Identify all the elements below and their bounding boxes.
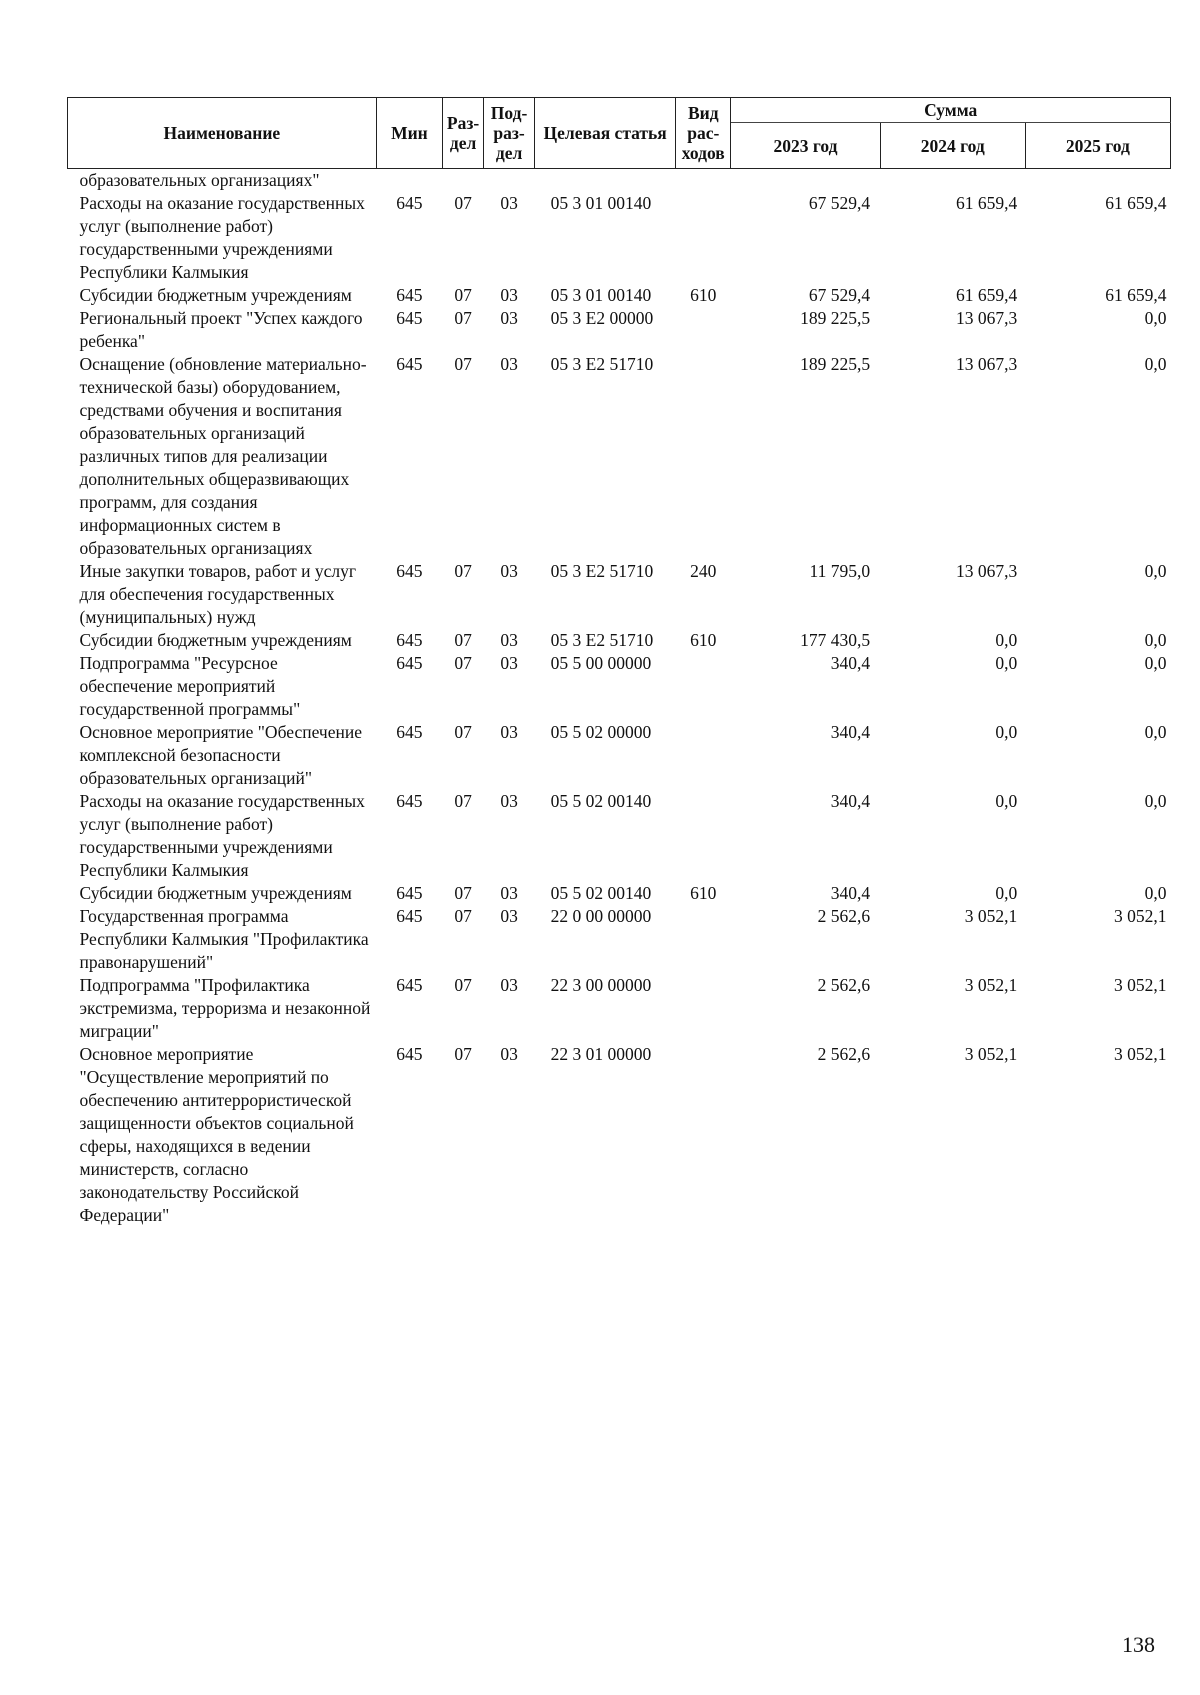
- header-year-2024: 2024 год: [880, 123, 1025, 169]
- cell-section: 07: [454, 653, 472, 673]
- cell-min: 645: [396, 285, 423, 305]
- cell-target-code: 05 3 E2 00000: [550, 308, 654, 328]
- table-row: [68, 560, 1171, 629]
- cell-name: Субсидии бюджетным учреждениям: [79, 883, 352, 903]
- header-target: Целевая статья: [535, 98, 676, 169]
- cell-expense-type: 610: [690, 285, 717, 305]
- cell-min: 645: [396, 630, 423, 650]
- cell-name: Подпрограмма "Профилактика экстремизма, терроризма и незаконной миграции": [79, 975, 371, 1041]
- budget-table: [67, 97, 1171, 1227]
- cell-amount-2025: 3 052,1: [1114, 1044, 1167, 1064]
- cell-name: Расходы на оказание государственных услуг (выполнение работ) государственными учреждениями Республики Калмыкия: [79, 791, 365, 880]
- table-body: [68, 169, 1171, 1228]
- cell-target-code: 05 5 00 00000: [550, 653, 652, 673]
- cell-amount-2024: 13 067,3: [956, 354, 1018, 374]
- cell-subsection: 03: [500, 561, 518, 581]
- cell-amount-2024: 61 659,4: [956, 285, 1018, 305]
- cell-amount-2023: 2 562,6: [817, 975, 871, 995]
- cell-amount-2024: 3 052,1: [964, 975, 1018, 995]
- cell-min: 645: [396, 1044, 423, 1064]
- cell-name: Региональный проект "Успех каждого ребенка": [79, 308, 363, 351]
- cell-min: 645: [396, 308, 423, 328]
- cell-subsection: 03: [500, 285, 518, 305]
- cell-expense-type: [676, 905, 731, 974]
- cell-name: образовательных организациях": [79, 170, 320, 190]
- cell-subsection: 03: [500, 354, 518, 374]
- cell-section: 07: [454, 193, 472, 213]
- cell-amount-2024: 3 052,1: [964, 906, 1018, 926]
- cell-amount-2025: 0,0: [1144, 630, 1167, 650]
- cell-amount-2023: 2 562,6: [817, 1044, 871, 1064]
- cell-subsection: 03: [500, 308, 518, 328]
- header-sum: Сумма: [731, 98, 1171, 123]
- cell-amount-2024: 0,0: [995, 722, 1018, 742]
- cell-amount-2024: 0,0: [995, 653, 1018, 673]
- cell-expense-type: [676, 1043, 731, 1227]
- cell-min: [376, 169, 442, 193]
- cell-amount-2025: 61 659,4: [1105, 193, 1167, 213]
- cell-section: 07: [454, 906, 472, 926]
- cell-amount-2023: [731, 169, 880, 193]
- cell-min: 645: [396, 561, 423, 581]
- cell-amount-2024: 3 052,1: [964, 1044, 1018, 1064]
- cell-min: 645: [396, 653, 423, 673]
- cell-min: 645: [396, 883, 423, 903]
- header-expense-type: Вид рас-ходов: [676, 98, 731, 169]
- header-row-top: [68, 98, 1171, 123]
- cell-target-code: [535, 169, 676, 193]
- cell-amount-2024: 0,0: [995, 883, 1018, 903]
- cell-amount-2024: [880, 169, 1025, 193]
- cell-expense-type: [676, 790, 731, 882]
- cell-section: 07: [454, 722, 472, 742]
- cell-target-code: 05 3 01 00140: [550, 193, 652, 213]
- header-subsection: Под-раз-дел: [484, 98, 535, 169]
- table-header: [68, 98, 1171, 169]
- cell-section: 07: [454, 791, 472, 811]
- cell-amount-2023: 340,4: [830, 653, 871, 673]
- cell-subsection: 03: [500, 791, 518, 811]
- cell-min: 645: [396, 791, 423, 811]
- table-row: [68, 284, 1171, 307]
- cell-section: 07: [454, 883, 472, 903]
- cell-amount-2023: 340,4: [830, 722, 871, 742]
- cell-target-code: 22 0 00 00000: [550, 906, 652, 926]
- cell-expense-type: 610: [690, 883, 717, 903]
- cell-amount-2023: 340,4: [830, 791, 871, 811]
- cell-expense-type: [676, 353, 731, 560]
- cell-subsection: [484, 169, 535, 193]
- cell-section: 07: [454, 561, 472, 581]
- header-min: Мин: [376, 98, 442, 169]
- cell-target-code: 05 5 02 00140: [550, 883, 652, 903]
- cell-amount-2024: 0,0: [995, 791, 1018, 811]
- cell-name: Подпрограмма "Ресурсное обеспечение мероприятий государственной программы": [79, 653, 301, 719]
- cell-amount-2025: 0,0: [1144, 561, 1167, 581]
- cell-subsection: 03: [500, 653, 518, 673]
- cell-target-code: 05 3 E2 51710: [550, 561, 654, 581]
- cell-section: 07: [454, 285, 472, 305]
- table-row: [68, 974, 1171, 1043]
- cell-target-code: 05 3 E2 51710: [550, 354, 654, 374]
- cell-target-code: 22 3 01 00000: [550, 1044, 652, 1064]
- cell-min: 645: [396, 354, 423, 374]
- cell-amount-2025: 0,0: [1144, 308, 1167, 328]
- table-row: [68, 307, 1171, 353]
- table-row: [68, 169, 1171, 193]
- cell-amount-2024: 13 067,3: [956, 308, 1018, 328]
- cell-section: [443, 169, 484, 193]
- cell-expense-type: [676, 307, 731, 353]
- table-row: [68, 905, 1171, 974]
- table-row: [68, 652, 1171, 721]
- cell-min: 645: [396, 193, 423, 213]
- cell-subsection: 03: [500, 193, 518, 213]
- cell-amount-2025: 0,0: [1144, 791, 1167, 811]
- cell-expense-type: [676, 192, 731, 284]
- cell-target-code: 05 5 02 00000: [550, 722, 652, 742]
- cell-section: 07: [454, 308, 472, 328]
- cell-name: Государственная программа Республики Калмыкия "Профилактика правонарушений": [79, 906, 369, 972]
- header-year-2025: 2025 год: [1025, 123, 1170, 169]
- cell-name: Субсидии бюджетным учреждениям: [79, 630, 352, 650]
- cell-expense-type: 610: [690, 630, 717, 650]
- table-row: [68, 353, 1171, 560]
- header-name: Наименование: [68, 98, 377, 169]
- cell-name: Расходы на оказание государственных услуг (выполнение работ) государственными учреждениями Республики Калмыкия: [79, 193, 365, 282]
- table-row: [68, 192, 1171, 284]
- header-section: Раз-дел: [443, 98, 484, 169]
- cell-amount-2025: 61 659,4: [1105, 285, 1167, 305]
- table-row: [68, 882, 1171, 905]
- cell-expense-type: 240: [690, 561, 717, 581]
- cell-name: Оснащение (обновление материально-технической базы) оборудованием, средствами обучения и воспитания образовательных организаций различных типов для реализации дополнительных общеразвивающих программ, для создания информационных систем в образовательных организациях: [79, 354, 367, 558]
- cell-expense-type: [676, 721, 731, 790]
- cell-expense-type: [676, 169, 731, 193]
- table-row: [68, 721, 1171, 790]
- cell-section: 07: [454, 1044, 472, 1064]
- cell-amount-2023: 67 529,4: [808, 285, 871, 305]
- cell-section: 07: [454, 975, 472, 995]
- cell-target-code: 05 3 E2 51710: [550, 630, 654, 650]
- cell-expense-type: [676, 974, 731, 1043]
- cell-amount-2025: 0,0: [1144, 653, 1167, 673]
- cell-amount-2025: 0,0: [1144, 722, 1167, 742]
- cell-amount-2023: 189 225,5: [800, 308, 871, 328]
- cell-subsection: 03: [500, 630, 518, 650]
- cell-amount-2025: 3 052,1: [1114, 975, 1167, 995]
- cell-amount-2025: 3 052,1: [1114, 906, 1167, 926]
- cell-section: 07: [454, 354, 472, 374]
- cell-subsection: 03: [500, 1044, 518, 1064]
- cell-subsection: 03: [500, 906, 518, 926]
- cell-amount-2025: 0,0: [1144, 883, 1167, 903]
- cell-min: 645: [396, 722, 423, 742]
- cell-amount-2023: 2 562,6: [817, 906, 871, 926]
- cell-name: Иные закупки товаров, работ и услуг для обеспечения государственных (муниципальных) нужд: [79, 561, 357, 627]
- cell-min: 645: [396, 906, 423, 926]
- table-row: [68, 629, 1171, 652]
- cell-amount-2025: 0,0: [1144, 354, 1167, 374]
- cell-name: Основное мероприятие "Осуществление мероприятий по обеспечению антитеррористической защищенности объектов социальной сферы, находящихся в ведении министерств, согласно законодательству Российской Федерации": [79, 1044, 354, 1225]
- cell-amount-2024: 61 659,4: [956, 193, 1018, 213]
- cell-target-code: 05 5 02 00140: [550, 791, 652, 811]
- cell-subsection: 03: [500, 883, 518, 903]
- cell-amount-2023: 11 795,0: [809, 561, 871, 581]
- cell-min: 645: [396, 975, 423, 995]
- cell-expense-type: [676, 652, 731, 721]
- cell-name: Субсидии бюджетным учреждениям: [79, 285, 352, 305]
- cell-subsection: 03: [500, 722, 518, 742]
- cell-amount-2025: [1025, 169, 1170, 193]
- cell-section: 07: [454, 630, 472, 650]
- cell-amount-2023: 67 529,4: [808, 193, 871, 213]
- cell-target-code: 05 3 01 00140: [550, 285, 652, 305]
- table-row: [68, 790, 1171, 882]
- header-year-2023: 2023 год: [731, 123, 880, 169]
- cell-name: Основное мероприятие "Обеспечение комплексной безопасности образовательных организаций": [79, 722, 362, 788]
- cell-amount-2023: 340,4: [830, 883, 871, 903]
- page-number: 138: [1122, 1632, 1155, 1657]
- cell-target-code: 22 3 00 00000: [550, 975, 652, 995]
- table-row: [68, 1043, 1171, 1227]
- cell-subsection: 03: [500, 975, 518, 995]
- cell-amount-2024: 0,0: [995, 630, 1018, 650]
- cell-amount-2024: 13 067,3: [956, 561, 1018, 581]
- cell-amount-2023: 189 225,5: [800, 354, 871, 374]
- cell-amount-2023: 177 430,5: [800, 630, 871, 650]
